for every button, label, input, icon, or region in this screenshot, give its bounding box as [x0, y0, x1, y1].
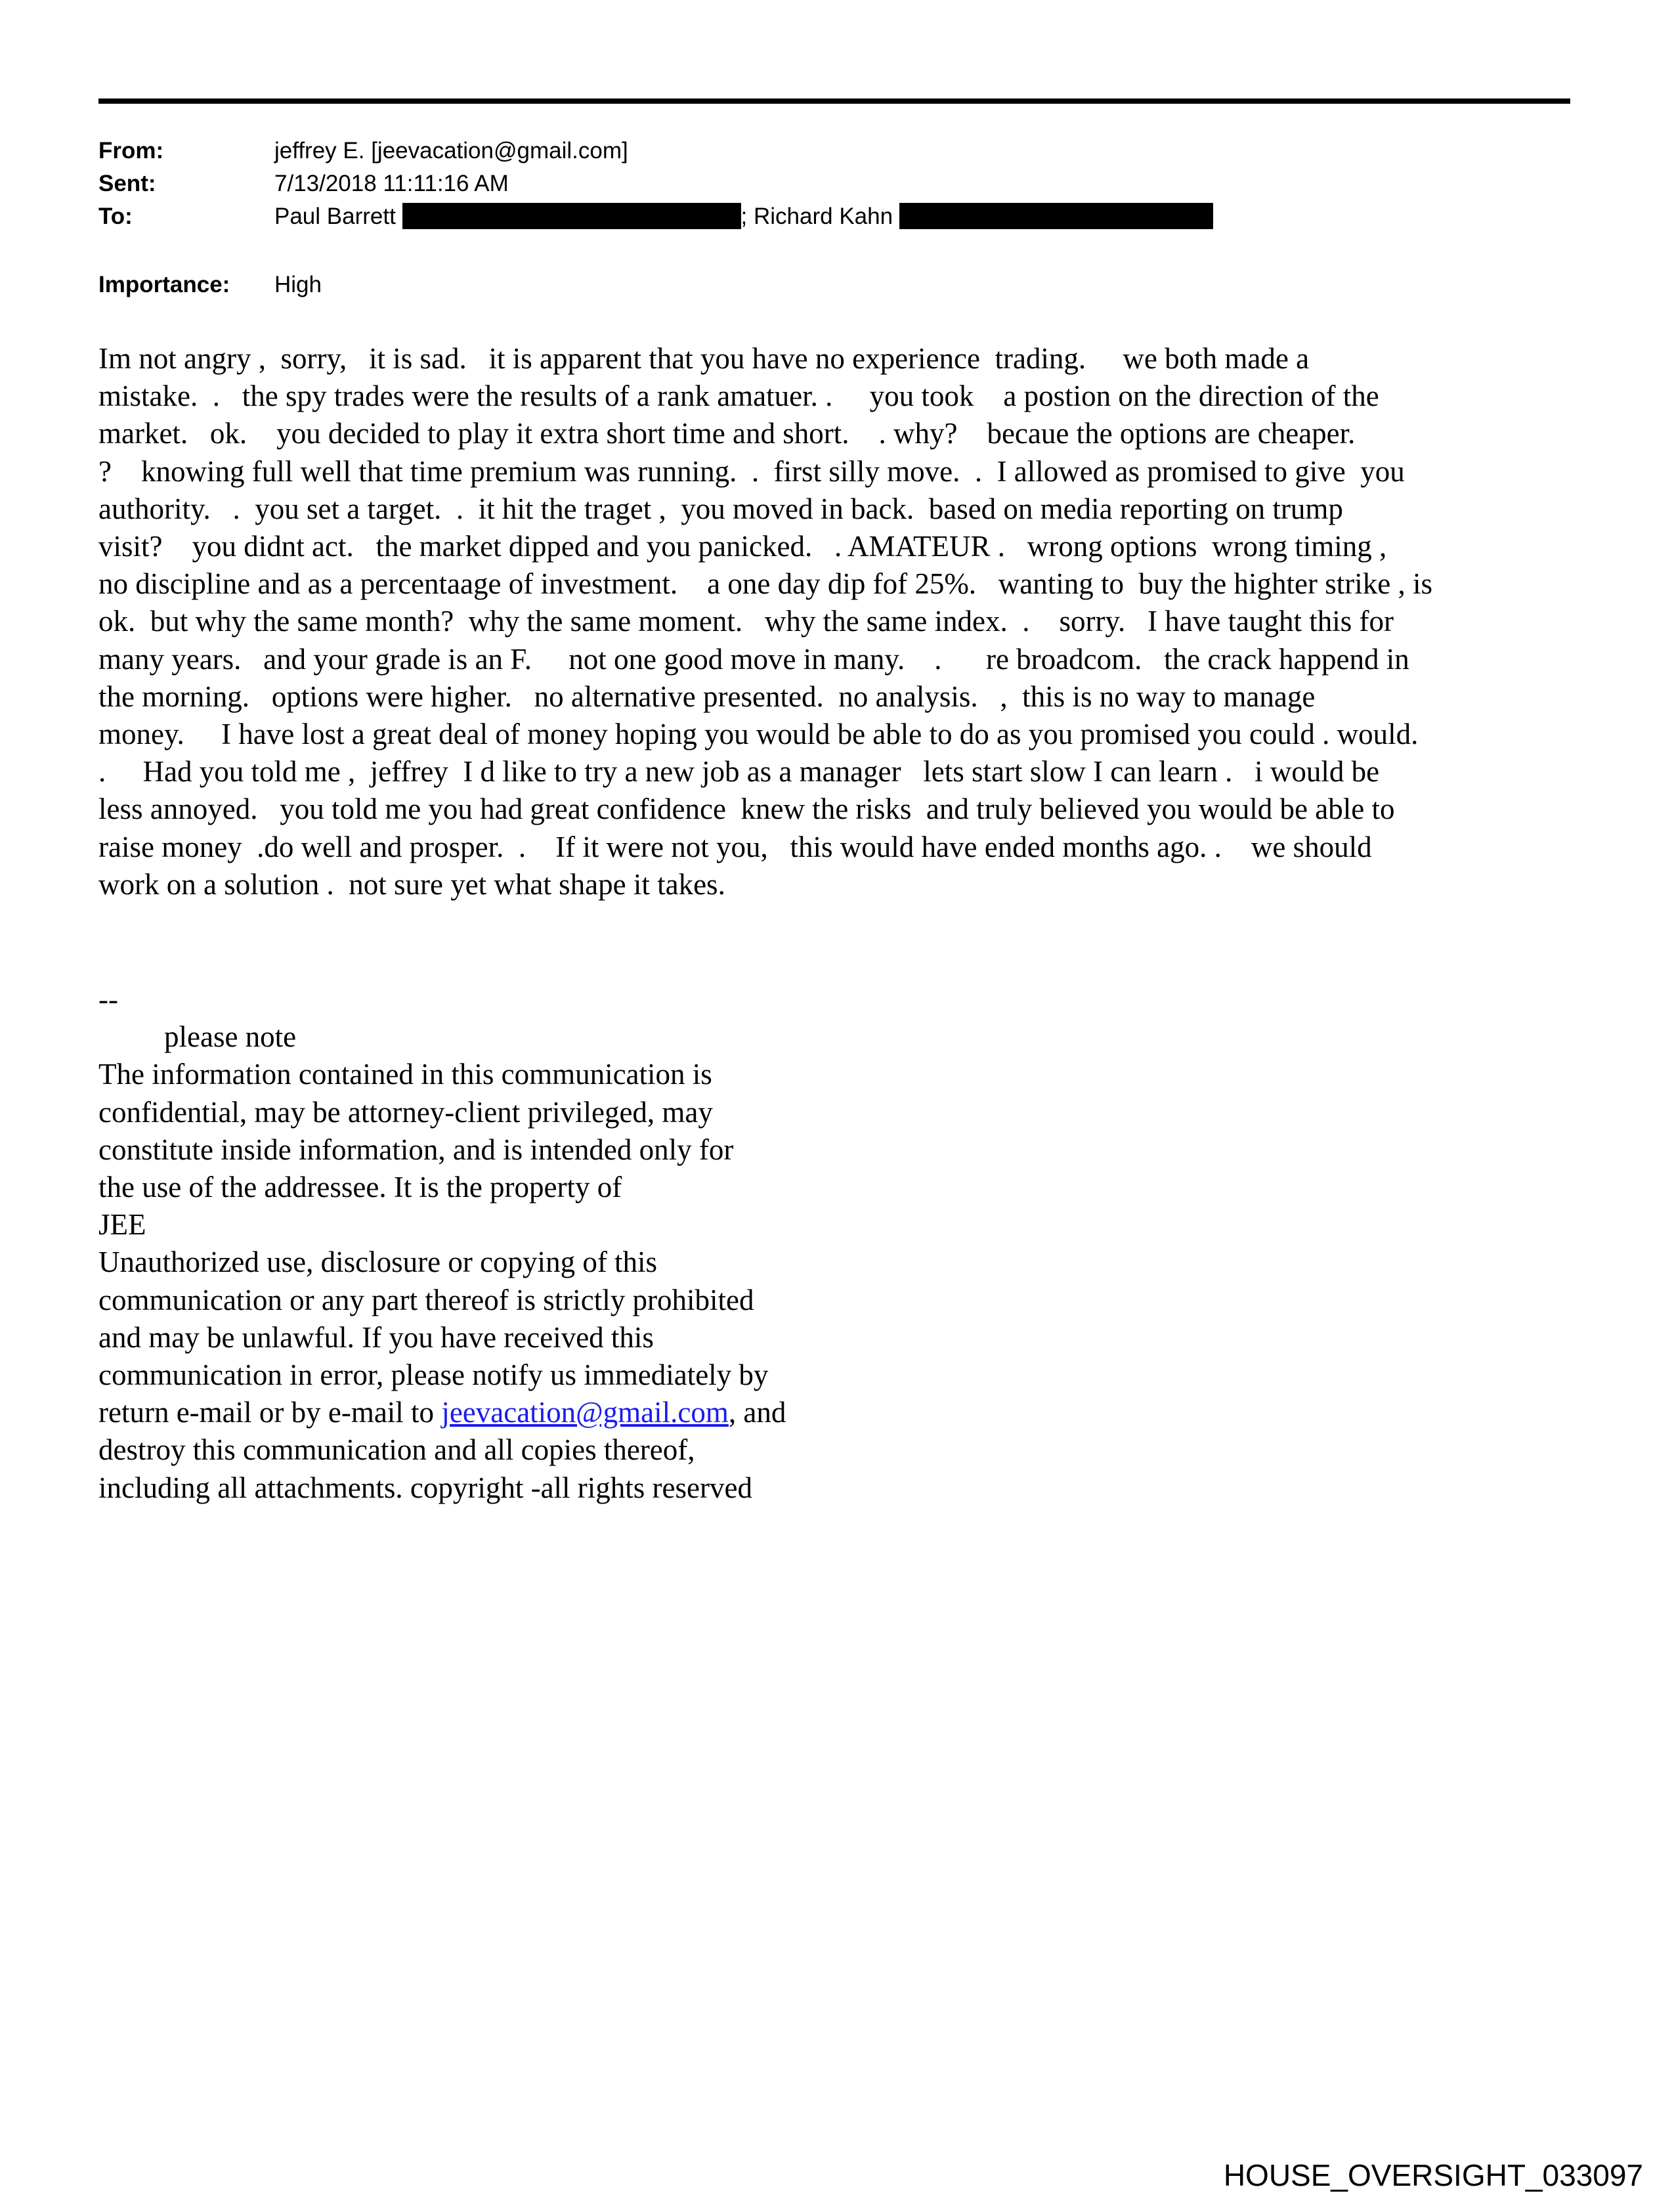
- to-recipient-2: ; Richard Kahn: [740, 204, 893, 229]
- sent-label: Sent:: [98, 171, 156, 196]
- body-line: work on a solution . not sure yet what shape it takes.: [98, 867, 725, 901]
- body-line: . Had you told me , jeffrey I d like to try a new job as a manager lets start slow I can learn . i would be: [98, 755, 1380, 789]
- disclaimer-line: including all attachments. copyright -all rights reserved: [98, 1471, 752, 1504]
- body-line: authority. . you set a target. . it hit the traget , you moved in back. based on media reporting on trump: [98, 492, 1343, 525]
- disclaimer-line: Unauthorized use, disclosure or copying of this: [98, 1246, 658, 1279]
- redaction-box: [402, 203, 741, 229]
- importance-label: Importance:: [98, 272, 230, 297]
- disclaimer-line: communication or any part thereof is strictly prohibited: [98, 1283, 754, 1316]
- disclaimer-line: The information contained in this communication is: [98, 1058, 712, 1091]
- body-line: Im not angry , sorry, it is sad. it is apparent that you have no experience trading. we both made a: [98, 342, 1310, 375]
- signature-block: [98, 981, 786, 1507]
- please-note: please note: [164, 1020, 297, 1054]
- body-line: ? knowing full well that time premium was running. . first silly move. . I allowed as promised to give you: [98, 454, 1405, 488]
- disclaimer-line: JEE: [98, 1208, 146, 1242]
- header-divider: [98, 98, 1570, 104]
- from-value: jeffrey E. [jeevacation@gmail.com]: [274, 138, 628, 163]
- to-label: To:: [98, 204, 133, 229]
- disclaimer-line: [98, 1394, 786, 1431]
- disclaimer-line: confidential, may be attorney-client privileged, may: [98, 1095, 713, 1129]
- sent-value: 7/13/2018 11:11:16 AM: [274, 171, 509, 196]
- body-line: ok. but why the same month? why the same moment. why the same index. . sorry. I have taught this for: [98, 605, 1394, 638]
- body-line: market. ok. you decided to play it extra short time and short. . why? becaue the options are cheaper.: [98, 417, 1356, 450]
- to-value: [274, 202, 1213, 231]
- disclaimer-line: constitute inside information, and is intended only for: [98, 1133, 734, 1166]
- body-line: visit? you didnt act. the market dipped and you panicked. . AMATEUR . wrong options wrong timing ,: [98, 530, 1387, 563]
- body-line: the morning. options were higher. no alternative presented. no analysis. , this is no way to manage: [98, 680, 1316, 713]
- from-label: From:: [98, 138, 164, 163]
- email-link[interactable]: jeevacation@gmail.com: [441, 1396, 729, 1429]
- redaction-box: [899, 203, 1213, 229]
- disclaimer-line: destroy this communication and all copies thereof,: [98, 1433, 695, 1467]
- to-recipient-1: Paul Barrett: [274, 204, 396, 229]
- disclaimer-text: , and: [728, 1396, 786, 1429]
- disclaimer-text: return e-mail or by e-mail to: [98, 1396, 442, 1429]
- disclaimer-line: and may be unlawful. If you have received this: [98, 1320, 654, 1354]
- body-line: money. I have lost a great deal of money hoping you would be able to do as you promised you could . would.: [98, 718, 1419, 751]
- body-line: many years. and your grade is an F. not one good move in many. . re broadcom. the crack happend in: [98, 642, 1409, 676]
- disclaimer-line: the use of the addressee. It is the property of: [98, 1171, 622, 1204]
- body-line: less annoyed. you told me you had great confidence knew the risks and truly believed you would be able to: [98, 792, 1395, 826]
- bates-number: HOUSE_OVERSIGHT_033097: [1223, 2158, 1643, 2192]
- body-line: raise money .do well and prosper. . If it were not you, this would have ended months ago. . we should: [98, 830, 1372, 863]
- signature-dashes: --: [98, 983, 118, 1016]
- disclaimer-line: communication in error, please notify us immediately by: [98, 1358, 769, 1392]
- email-body: [98, 340, 1432, 903]
- body-line: mistake. . the spy trades were the results of a rank amatuer. . you took a postion on the direction of the: [98, 380, 1379, 413]
- body-line: no discipline and as a percentaage of investment. a one day dip fof 25%. wanting to buy the highter strike , is: [98, 567, 1432, 601]
- importance-value: High: [274, 272, 322, 297]
